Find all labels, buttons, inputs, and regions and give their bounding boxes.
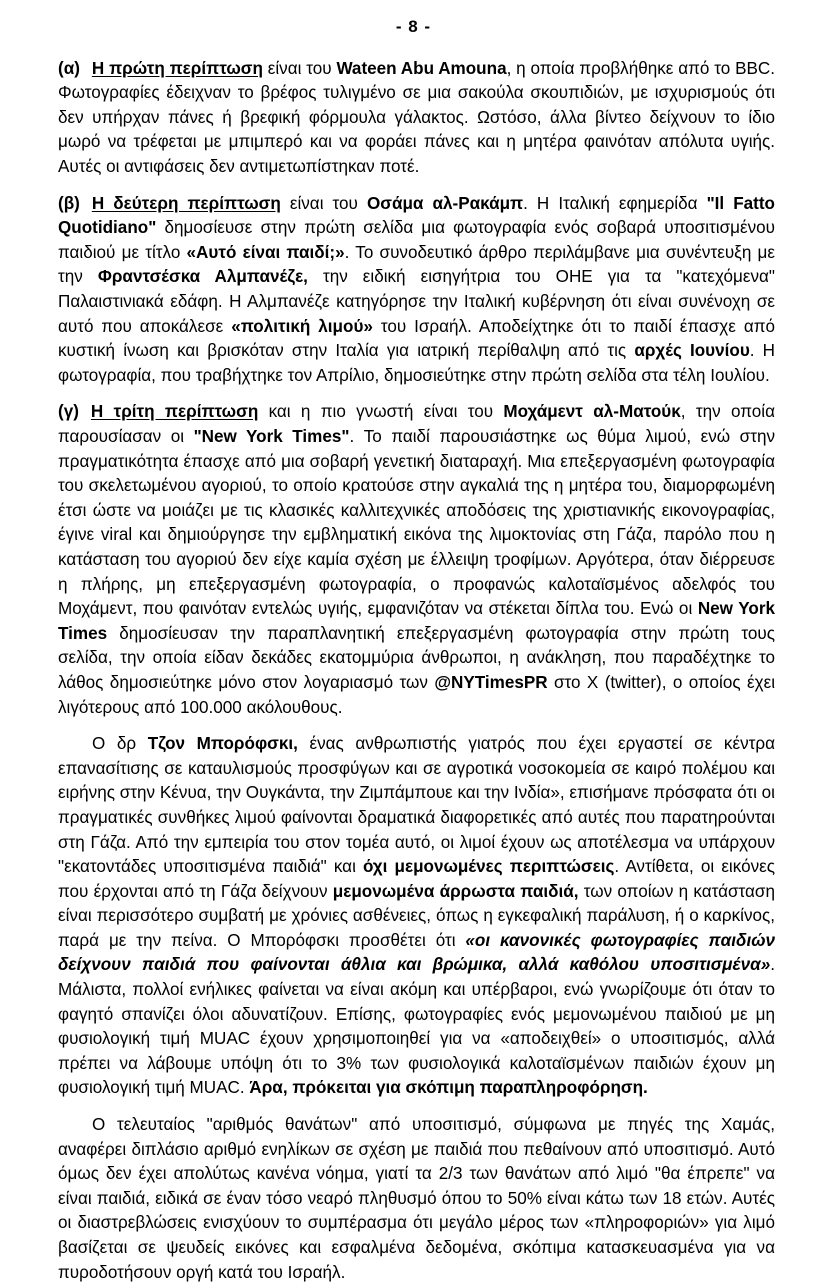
conclusion-skopimi-paraplirofórisi: Άρα, πρόκειται για σκόπιμη παραπληροφόρηση. xyxy=(249,1078,648,1098)
date-arches-iouniou: αρχές Ιουνίου xyxy=(634,341,750,361)
quote-afto-einai-paidi: «Αυτό είναι παιδί;» xyxy=(186,242,345,262)
paragraph-marker-gamma: (γ) xyxy=(58,402,79,422)
name-new-york-times-quoted: "New York Times" xyxy=(193,427,350,446)
lead-in-alpha: Η πρώτη περίπτωση xyxy=(91,58,263,78)
name-osama-al-rakab: Οσάμα αλ-Ρακάμπ xyxy=(366,193,524,213)
text-borofski-3: . Αντίθετα, οι εικόνες που έρχονται από τη Γάζα δείχνουν xyxy=(58,857,775,901)
quote-politiki-limou: «πολιτική λιμού» xyxy=(231,316,373,336)
text-borofski-4: των οποίων η κατάσταση είναι περισσότερο συμβατή με χρόνιες ασθένειες, όπως η εγκεφαλική παράλυση, ή ο καρκίνος, παρά με την πείνα. Ο Μπορόφσκι προσθέτει ότι xyxy=(58,881,775,950)
text-gamma-4: δημοσίευσαν την παραπλανητική επεξεργασμένη φωτογραφία στην πρώτη τους σελίδα, την οποία είδαν δεκάδες εκατομμύρια άνθρωποι, η ανάκληση, που παραδέχτηκε το λάθος δημοσιεύτηκε μόνο στον λογαριασμό των xyxy=(58,623,775,692)
name-new-york-times: New York Times xyxy=(58,599,775,643)
text-beta-4: . Το συνοδευτικό άρθρο περιλάμβανε μια συνέντευξη με την xyxy=(58,242,775,287)
quote-borofski-statement: «οι κανονικές φωτογραφίες παιδιών δείχνουν παιδιά που φαίνονται άθλια και βρώμικα, αλλά καθόλου υποσιτισμένα» xyxy=(58,930,775,975)
text-beta-1: είναι του xyxy=(280,193,367,213)
document-body xyxy=(58,37,775,1285)
name-il-fatto-quotidiano: "Il Fatto Quotidiano" xyxy=(58,193,775,238)
name-john-borofski: Τζον Μπορόφσκι, xyxy=(147,734,298,754)
paragraph-beta xyxy=(58,192,775,389)
lead-in-beta: Η δεύτερη περίπτωση xyxy=(91,193,281,213)
text-gamma-1: και η πιο γνωστή είναι του xyxy=(258,402,504,422)
text-gamma-3: . Το παιδί παρουσιάστηκε ως θύμα λιμού, ενώ στην πραγματικότητα έπασχε από μια σοβαρή γενετική διαταραχή. Μια επεξεργασμένη φωτογραφία του σκελετωμένου αγοριού, το οποίο κρατούσε στην αγκαλιά της η μητέρα του, διαμορφωμένη έτσι ώστε να μοιάζει με τις κλασικές καλλιτεχνικές αποδόσεις της χριστιανικής εικονογραφίας, έγινε viral και δημιούργησε την εμβληματική εικόνα της λιμοκτονίας στη Γάζα, παρόλο που η κατάσταση του αγοριού δεν είχε καμία σχέση με έλλειψη τροφίμων. Αργότερα, όταν διέρρευσε η πλήρης, μη επεξεργασμένη φωτογραφία, ο προφανώς καλοταϊσμένος αδελφός του Μοχάμεντ, που φαινόταν εντελώς υγιής, εμφανιζόταν να στέκεται δίπλα του. Ενώ οι xyxy=(58,427,775,619)
paragraph-marker-beta: (β) xyxy=(58,193,80,213)
page-header: - 8 - xyxy=(395,17,432,36)
text-gamma-2: , την οποία παρουσίασαν οι xyxy=(58,402,775,446)
text-final-1: Ο τελευταίος "αριθμός θανάτων" από υποσιτισμό, σύμφωνα με πηγές της Χαμάς, αναφέρει διπλάσιο αριθμό ενηλίκων σε σχέση με παιδιά που πεθαίνουν από υποσιτισμό. Αυτό όμως δεν έχει απολύτως κανένα νόημα, γιατί τα 2/3 των θανάτων από λιμό "θα έπρεπε" να είναι παιδιά, ειδικά σε έναν τόσο νεαρό πληθυσμό όπου το 50% είναι κάτω των 18 ετών. Αυτές οι διαστρεβλώσεις ενισχύουν το συμπέρασμα ότι μεγάλο μέρος των «πληροφοριών» για λιμό βασίζεται σε ψευδείς εικόνες και εσφαλμένα δεδομένα, σκόπιμα κατασκευασμένα για να πυροδοτήσουν οργή κατά του Ισραήλ. xyxy=(58,1115,775,1282)
paragraph-borofski xyxy=(58,732,775,1101)
name-wateen-abu-amouna: Wateen Abu Amouna xyxy=(336,58,507,78)
lead-in-gamma: Η τρίτη περίπτωση xyxy=(90,402,259,422)
text-beta-6: του Ισραήλ. Αποδείχτηκε ότι το παιδί έπασχε από κυστική ίνωση και βρισκόταν στην Ιταλία για ιατρική περίθαλψη από τις xyxy=(58,316,776,361)
text-gamma-5: στο Χ (twitter), ο οποίος έχει λιγότερους από 100.000 ακόλουθους. xyxy=(58,672,775,717)
paragraph-gamma xyxy=(58,400,775,720)
text-beta-5: την ειδική εισηγήτρια του ΟΗΕ για τα "κατεχόμενα" Παλαιστινιακά εδάφη. Η Αλμπανέζε κατηγόρησε την Ιταλική κυβέρνηση ότι είναι συνένοχη σε αυτό που αποκάλεσε xyxy=(58,267,775,336)
name-francesca-albanese: Φραντσέσκα Αλμπανέζε, xyxy=(97,267,308,287)
name-mohammed-al-matouk: Μοχάμεντ αλ-Ματούκ xyxy=(503,402,681,422)
text-beta-2: . Η Ιταλική εφημερίδα xyxy=(523,193,707,213)
paragraph-final xyxy=(58,1113,775,1285)
text-alpha-2: , η οποία προβλήθηκε από το BBC. Φωτογραφίες έδειχναν το βρέφος τυλιγμένο σε μια σακούλα σκουπιδιών, με ισχυρισμούς ότι δεν υπήρχαν πάνες ή βρεφική φόρμουλα γάλακτος. Ωστόσο, άλλα βίντεο δείχνουν το ίδιο μωρό να τρέφεται με μπιμπερό και να φοράει πάνες και η μητέρα φαινόταν απόλυτα υγιής. Αυτές οι αντιφάσεις δεν αντιμετωπίστηκαν ποτέ. xyxy=(58,58,775,177)
phrase-memonomena-arrosta-paidia: μεμονωμένα άρρωστα παιδιά, xyxy=(332,881,579,901)
paragraph-marker-alpha: (α) xyxy=(58,58,80,78)
text-borofski-2: ένας ανθρωπιστής γιατρός που έχει εργαστεί σε κέντρα επανασίτισης σε καταυλισμούς προσφύγων και σε αγροτικά νοσοκομεία σε καιρό πολέμου και ειρήνης στην Κένυα, την Ουγκάντα, την Ζιμπάμπουε και την Ινδία», επισήμανε πρόσφατα ότι οι πραγματικές συνθήκες λιμού φαίνονται δραματικά διαφορετικές από αυτές που παρατηρούνται στη Γάζα. Από την εμπειρία του στον τομέα αυτό, οι λιμοί έχουν ως αποτέλεσμα να υπάρχουν "εκατοντάδες υποσιτισμένα παιδιά" και xyxy=(58,734,775,877)
text-borofski-5: . Μάλιστα, πολλοί ενήλικες φαίνεται να είναι ακόμη και υπέρβαροι, ενώ γνωρίζουμε ότι όταν το φαγητό σπανίζει όλοι αδυνατίζουν. Επίσης, φωτογραφίες ενός μεμονωμένου παιδιού με μη φυσιολογική τιμή MUAC έχουν χρησιμοποιηθεί για να «αποδειχθεί» ο υποσιτισμός, αλλά πρέπει να λάβουμε υπόψη ότι το 3% των φυσιολογικά καλοταϊσμένων παιδιών έχουν μη φυσιολογική τιμή MUAC. xyxy=(58,955,775,1098)
text-beta-7: . Η φωτογραφία, που τραβήχτηκε τον Απρίλιο, δημοσιεύτηκε στην πρώτη σελίδα στα τέλη Ιουλίου. xyxy=(58,341,776,385)
text-borofski-1: Ο δρ xyxy=(92,734,148,754)
phrase-ochi-memonomenes: όχι μεμονωμένες περιπτώσεις xyxy=(362,857,615,877)
text-beta-3: δημοσίευσε στην πρώτη σελίδα μια φωτογραφία ενός σοβαρά υποσιτισμένου παιδιού με τίτλο xyxy=(58,218,775,262)
text-alpha-1: είναι του xyxy=(262,58,337,78)
handle-nytimespr: @NYTimesPR xyxy=(434,672,548,692)
paragraph-alpha xyxy=(58,57,775,180)
